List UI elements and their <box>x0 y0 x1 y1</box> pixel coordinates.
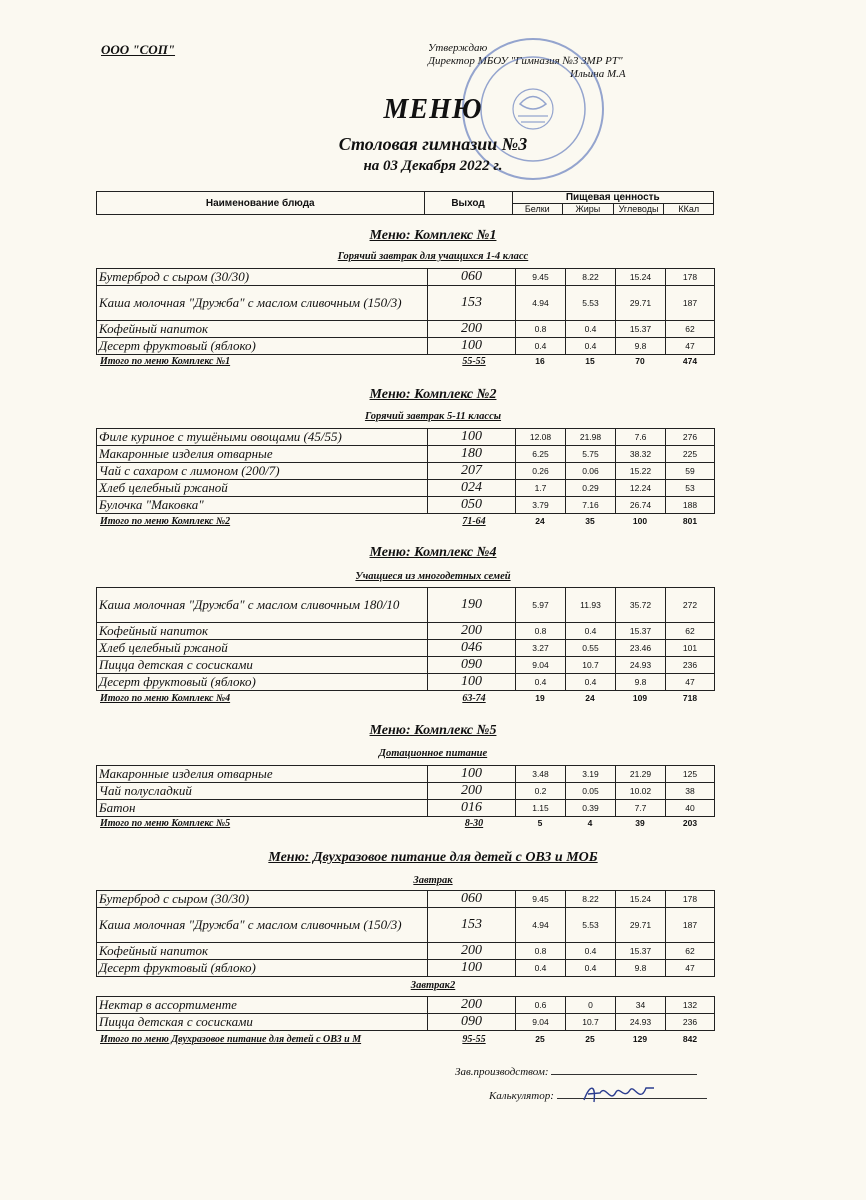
total-output: 71-64 <box>462 516 486 527</box>
dish-carbs: 9.8 <box>616 674 666 691</box>
dish-output: 060 <box>428 891 516 908</box>
table-row <box>97 286 715 321</box>
section-title: Меню: Комплекс №4 <box>369 545 497 560</box>
dish-output: 046 <box>428 640 516 657</box>
dish-fats: 8.22 <box>566 891 616 908</box>
table-row <box>97 269 715 286</box>
total-kcal: 801 <box>682 516 698 526</box>
table-row <box>97 674 715 691</box>
dish-fats: 8.22 <box>566 269 616 286</box>
dish-kcal: 132 <box>666 997 715 1014</box>
dish-proteins: 9.45 <box>516 891 566 908</box>
total-carbs: 109 <box>632 693 648 703</box>
total-proteins: 24 <box>535 516 545 526</box>
dish-output: 153 <box>428 286 516 321</box>
menu-table <box>96 268 715 355</box>
section-subtitle: Горячий завтрак для учащихся 1-4 класс <box>337 251 529 262</box>
total-proteins: 19 <box>535 693 545 703</box>
total-output: 8-30 <box>464 818 484 829</box>
total-kcal: 203 <box>682 818 698 828</box>
dish-kcal: 272 <box>666 588 715 623</box>
total-output: 63-74 <box>462 693 486 704</box>
dish-name: Чай полусладкий <box>97 783 428 800</box>
total-row <box>96 693 714 705</box>
dish-proteins: 0.4 <box>516 960 566 977</box>
column-kcal-header: ККал <box>664 204 714 215</box>
dish-fats: 3.19 <box>566 766 616 783</box>
dish-carbs: 12.24 <box>616 480 666 497</box>
dish-name: Батон <box>97 800 428 817</box>
dish-proteins: 9.45 <box>516 269 566 286</box>
page-subtitle: Столовая гимназии №3 <box>338 134 528 154</box>
dish-output: 100 <box>428 960 516 977</box>
dish-kcal: 178 <box>666 269 715 286</box>
dish-carbs: 7.7 <box>616 800 666 817</box>
dish-fats: 5.53 <box>566 908 616 943</box>
dish-name: Бутерброд с сыром (30/30) <box>97 269 428 286</box>
dish-proteins: 12.08 <box>516 429 566 446</box>
dish-kcal: 101 <box>666 640 715 657</box>
dish-carbs: 34 <box>616 997 666 1014</box>
dish-proteins: 5.97 <box>516 588 566 623</box>
menu-table <box>96 428 715 514</box>
dish-carbs: 15.24 <box>616 891 666 908</box>
dish-carbs: 15.37 <box>616 321 666 338</box>
table-row <box>97 997 715 1014</box>
dish-carbs: 29.71 <box>616 908 666 943</box>
dish-fats: 5.75 <box>566 446 616 463</box>
dish-output: 100 <box>428 766 516 783</box>
total-row <box>96 818 714 830</box>
calculator-label: Калькулятор: <box>489 1090 554 1102</box>
column-fats-header: Жиры <box>563 204 614 215</box>
dish-output: 090 <box>428 657 516 674</box>
dish-carbs: 35.72 <box>616 588 666 623</box>
dish-kcal: 47 <box>666 674 715 691</box>
dish-output: 016 <box>428 800 516 817</box>
total-carbs: 70 <box>635 356 645 366</box>
dish-fats: 0.4 <box>566 623 616 640</box>
dish-name: Десерт фруктовый (яблоко) <box>97 674 428 691</box>
dish-proteins: 4.94 <box>516 286 566 321</box>
dish-kcal: 178 <box>666 891 715 908</box>
dish-kcal: 47 <box>666 960 715 977</box>
dish-kcal: 236 <box>666 1014 715 1031</box>
dish-proteins: 0.2 <box>516 783 566 800</box>
dish-carbs: 23.46 <box>616 640 666 657</box>
dish-kcal: 40 <box>666 800 715 817</box>
dish-fats: 10.7 <box>566 657 616 674</box>
dish-proteins: 0.8 <box>516 623 566 640</box>
dish-kcal: 62 <box>666 321 715 338</box>
column-name-header: Наименование блюда <box>97 192 425 215</box>
dish-output: 180 <box>428 446 516 463</box>
dish-name: Пицца детская с сосисками <box>97 657 428 674</box>
dish-output: 100 <box>428 338 516 355</box>
dish-output: 050 <box>428 497 516 514</box>
dish-carbs: 24.93 <box>616 1014 666 1031</box>
total-fats: 25 <box>585 1034 595 1044</box>
total-kcal: 842 <box>682 1034 698 1044</box>
dish-name: Каша молочная "Дружба" с маслом сливочным (150/3) <box>97 286 428 321</box>
dish-name: Макаронные изделия отварные <box>97 766 428 783</box>
dish-output: 200 <box>428 997 516 1014</box>
section-subtitle: Дотационное питание <box>378 748 488 759</box>
dish-kcal: 225 <box>666 446 715 463</box>
dish-proteins: 1.15 <box>516 800 566 817</box>
table-row <box>97 446 715 463</box>
dish-carbs: 38.32 <box>616 446 666 463</box>
dish-output: 207 <box>428 463 516 480</box>
dish-name: Булочка "Маковка" <box>97 497 428 514</box>
dish-proteins: 0.6 <box>516 997 566 1014</box>
dish-fats: 5.53 <box>566 286 616 321</box>
dish-fats: 0.55 <box>566 640 616 657</box>
approve-line-1: Утверждаю <box>428 42 488 54</box>
dish-name: Каша молочная "Дружба" с маслом сливочным (150/3) <box>97 908 428 943</box>
dish-proteins: 4.94 <box>516 908 566 943</box>
dish-fats: 0.05 <box>566 783 616 800</box>
dish-proteins: 0.4 <box>516 338 566 355</box>
table-row <box>97 588 715 623</box>
dish-output: 200 <box>428 623 516 640</box>
dish-output: 200 <box>428 943 516 960</box>
dish-carbs: 7.6 <box>616 429 666 446</box>
column-header-table <box>96 191 714 215</box>
dish-carbs: 15.22 <box>616 463 666 480</box>
dish-name: Нектар в ассортименте <box>97 997 428 1014</box>
section-subtitle-2: Завтрак2 <box>410 980 456 991</box>
section-title: Меню: Комплекс №2 <box>369 387 497 402</box>
handwritten-signature <box>580 1080 660 1108</box>
section-title: Меню: Комплекс №5 <box>369 723 497 738</box>
dish-kcal: 187 <box>666 286 715 321</box>
dish-name: Десерт фруктовый (яблоко) <box>97 338 428 355</box>
table-row <box>97 338 715 355</box>
table-row <box>97 783 715 800</box>
dish-carbs: 15.37 <box>616 623 666 640</box>
dish-proteins: 0.8 <box>516 943 566 960</box>
total-kcal: 474 <box>682 356 698 366</box>
dish-proteins: 9.04 <box>516 1014 566 1031</box>
dish-name: Хлеб целебный ржаной <box>97 640 428 657</box>
dish-proteins: 1.7 <box>516 480 566 497</box>
total-label: Итого по меню Комплекс №5 <box>100 818 231 829</box>
dish-fats: 0.4 <box>566 338 616 355</box>
table-row <box>97 657 715 674</box>
dish-kcal: 59 <box>666 463 715 480</box>
total-proteins: 25 <box>535 1034 545 1044</box>
production-manager-sign <box>455 1066 697 1078</box>
section-subtitle: Учащиеся из многодетных семей <box>355 571 511 582</box>
approve-line-3: Ильина М.А <box>570 68 626 80</box>
dish-name: Каша молочная "Дружба" с маслом сливочным 180/10 <box>97 588 428 623</box>
table-row <box>97 891 715 908</box>
dish-kcal: 62 <box>666 943 715 960</box>
column-proteins-header: Белки <box>512 204 563 215</box>
menu-table <box>96 765 715 817</box>
signature-line <box>551 1074 697 1075</box>
total-fats: 35 <box>585 516 595 526</box>
dish-fats: 21.98 <box>566 429 616 446</box>
total-kcal: 718 <box>682 693 698 703</box>
dish-kcal: 188 <box>666 497 715 514</box>
dish-name: Бутерброд с сыром (30/30) <box>97 891 428 908</box>
dish-fats: 11.93 <box>566 588 616 623</box>
total-label: Итого по меню Комплекс №4 <box>100 693 231 704</box>
dish-output: 200 <box>428 321 516 338</box>
dish-output: 190 <box>428 588 516 623</box>
dish-name: Кофейный напиток <box>97 623 428 640</box>
dish-fats: 0 <box>566 997 616 1014</box>
dish-carbs: 15.24 <box>616 269 666 286</box>
table-row <box>97 766 715 783</box>
dish-carbs: 21.29 <box>616 766 666 783</box>
table-row <box>97 321 715 338</box>
total-fats: 15 <box>585 356 595 366</box>
dish-proteins: 0.26 <box>516 463 566 480</box>
dish-name: Десерт фруктовый (яблоко) <box>97 960 428 977</box>
total-proteins: 5 <box>537 818 543 828</box>
total-label: Итого по меню Комплекс №1 <box>100 356 231 367</box>
total-output: 55-55 <box>462 356 486 367</box>
menu-date: на 03 Декабря 2022 г. <box>363 158 503 174</box>
dish-proteins: 0.4 <box>516 674 566 691</box>
dish-proteins: 9.04 <box>516 657 566 674</box>
dish-name: Пицца детская с сосисками <box>97 1014 428 1031</box>
dish-fats: 0.06 <box>566 463 616 480</box>
total-fats: 24 <box>585 693 595 703</box>
menu-table <box>96 996 715 1031</box>
page-title: МЕНЮ <box>383 94 483 125</box>
approve-line-2: Директор МБОУ "Гимназия №3 ЗМР РТ" <box>428 55 623 67</box>
table-row <box>97 480 715 497</box>
column-output-header: Выход <box>424 192 512 215</box>
dish-proteins: 3.27 <box>516 640 566 657</box>
dish-kcal: 38 <box>666 783 715 800</box>
column-nutrition-header: Пищевая ценность <box>512 192 713 204</box>
dish-kcal: 53 <box>666 480 715 497</box>
organization-name: ООО "СОП" <box>101 42 176 57</box>
dish-carbs: 10.02 <box>616 783 666 800</box>
dish-carbs: 29.71 <box>616 286 666 321</box>
total-carbs: 129 <box>632 1034 648 1044</box>
dish-fats: 10.7 <box>566 1014 616 1031</box>
table-row <box>97 623 715 640</box>
total-label: Итого по меню Двухразовое питание для детей с ОВЗ и М <box>100 1034 362 1045</box>
dish-kcal: 187 <box>666 908 715 943</box>
table-row <box>97 943 715 960</box>
dish-kcal: 236 <box>666 657 715 674</box>
dish-fats: 0.4 <box>566 943 616 960</box>
table-row <box>97 908 715 943</box>
total-fats: 4 <box>587 818 593 828</box>
dish-fats: 7.16 <box>566 497 616 514</box>
table-row <box>97 463 715 480</box>
total-carbs: 39 <box>635 818 645 828</box>
table-row <box>97 800 715 817</box>
dish-fats: 0.4 <box>566 960 616 977</box>
dish-kcal: 125 <box>666 766 715 783</box>
production-manager-label: Зав.производством: <box>455 1066 549 1078</box>
total-carbs: 100 <box>632 516 648 526</box>
dish-carbs: 24.93 <box>616 657 666 674</box>
dish-proteins: 6.25 <box>516 446 566 463</box>
dish-carbs: 9.8 <box>616 338 666 355</box>
dish-proteins: 0.8 <box>516 321 566 338</box>
total-row <box>96 516 714 528</box>
total-proteins: 16 <box>535 356 545 366</box>
dish-output: 100 <box>428 429 516 446</box>
menu-table <box>96 890 715 977</box>
table-row <box>97 640 715 657</box>
dish-carbs: 9.8 <box>616 960 666 977</box>
dish-kcal: 47 <box>666 338 715 355</box>
dish-fats: 0.4 <box>566 674 616 691</box>
dish-name: Макаронные изделия отварные <box>97 446 428 463</box>
dish-output: 100 <box>428 674 516 691</box>
dish-output: 024 <box>428 480 516 497</box>
dish-output: 153 <box>428 908 516 943</box>
section-title: Меню: Комплекс №1 <box>369 228 497 243</box>
section-title: Меню: Двухразовое питание для детей с ОВЗ и МОБ <box>268 850 598 865</box>
dish-name: Филе куриное с тушёными овощами (45/55) <box>97 429 428 446</box>
dish-fats: 0.39 <box>566 800 616 817</box>
dish-kcal: 62 <box>666 623 715 640</box>
section-subtitle: Завтрак <box>413 875 453 886</box>
dish-output: 090 <box>428 1014 516 1031</box>
table-row <box>97 497 715 514</box>
dish-kcal: 276 <box>666 429 715 446</box>
total-row <box>96 356 714 368</box>
dish-carbs: 26.74 <box>616 497 666 514</box>
dish-name: Кофейный напиток <box>97 321 428 338</box>
total-output: 95-55 <box>462 1034 486 1045</box>
dish-output: 060 <box>428 269 516 286</box>
total-label: Итого по меню Комплекс №2 <box>100 516 231 527</box>
table-row <box>97 1014 715 1031</box>
dish-proteins: 3.79 <box>516 497 566 514</box>
dish-name: Кофейный напиток <box>97 943 428 960</box>
dish-name: Чай с сахаром с лимоном (200/7) <box>97 463 428 480</box>
column-carbs-header: Углеводы <box>613 204 664 215</box>
menu-table <box>96 587 715 691</box>
table-row <box>97 429 715 446</box>
table-row <box>97 960 715 977</box>
total-row <box>96 1034 714 1046</box>
dish-fats: 0.4 <box>566 321 616 338</box>
dish-fats: 0.29 <box>566 480 616 497</box>
section-subtitle: Горячий завтрак 5-11 классы <box>364 411 502 422</box>
dish-output: 200 <box>428 783 516 800</box>
dish-proteins: 3.48 <box>516 766 566 783</box>
dish-name: Хлеб целебный ржаной <box>97 480 428 497</box>
dish-carbs: 15.37 <box>616 943 666 960</box>
